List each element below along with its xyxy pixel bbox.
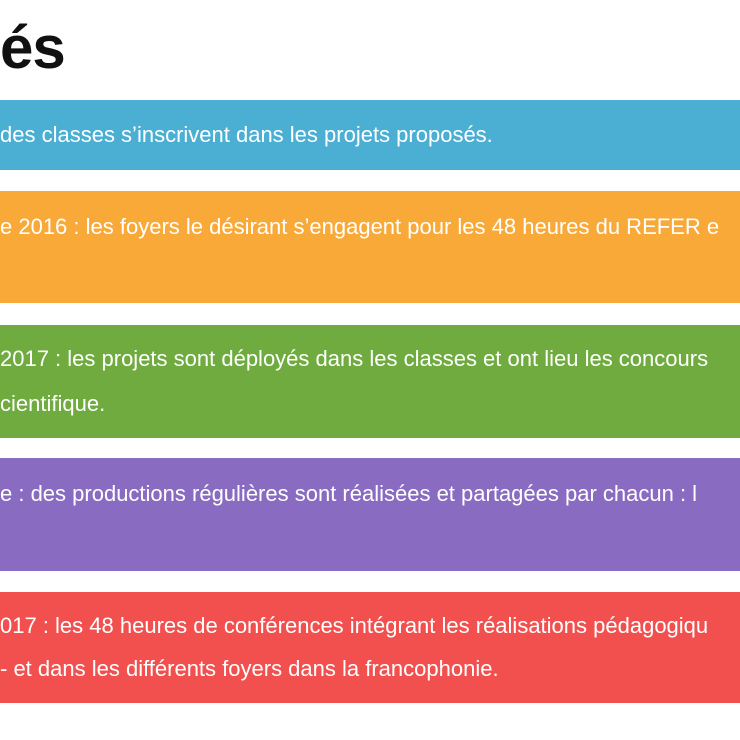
step-band-1 (0, 100, 740, 170)
step-band-5 (0, 592, 740, 703)
step-band-4 (0, 458, 740, 571)
step-band-2 (0, 191, 740, 303)
step-band-3 (0, 325, 740, 438)
page-title: és (0, 14, 65, 81)
step-2-line-1: e 2016 : les foyers le désirant s’engagent pour les 48 heures du REFER e (0, 214, 720, 239)
step-3-line-1: 2017 : les projets sont déployés dans les classes et ont lieu les concours (0, 346, 709, 371)
step-3-line-2: cientifique. (0, 391, 106, 416)
step-1-line-1: des classes s’inscrivent dans les projets proposés. (0, 122, 493, 147)
step-5-line-1: 017 : les 48 heures de conférences intégrant les réalisations pédagogiqu (0, 613, 709, 638)
step-4-line-1: e : des productions régulières sont réalisées et partagées par chacun : l (0, 481, 698, 506)
step-5-line-2: - et dans les différents foyers dans la francophonie. (0, 656, 499, 681)
